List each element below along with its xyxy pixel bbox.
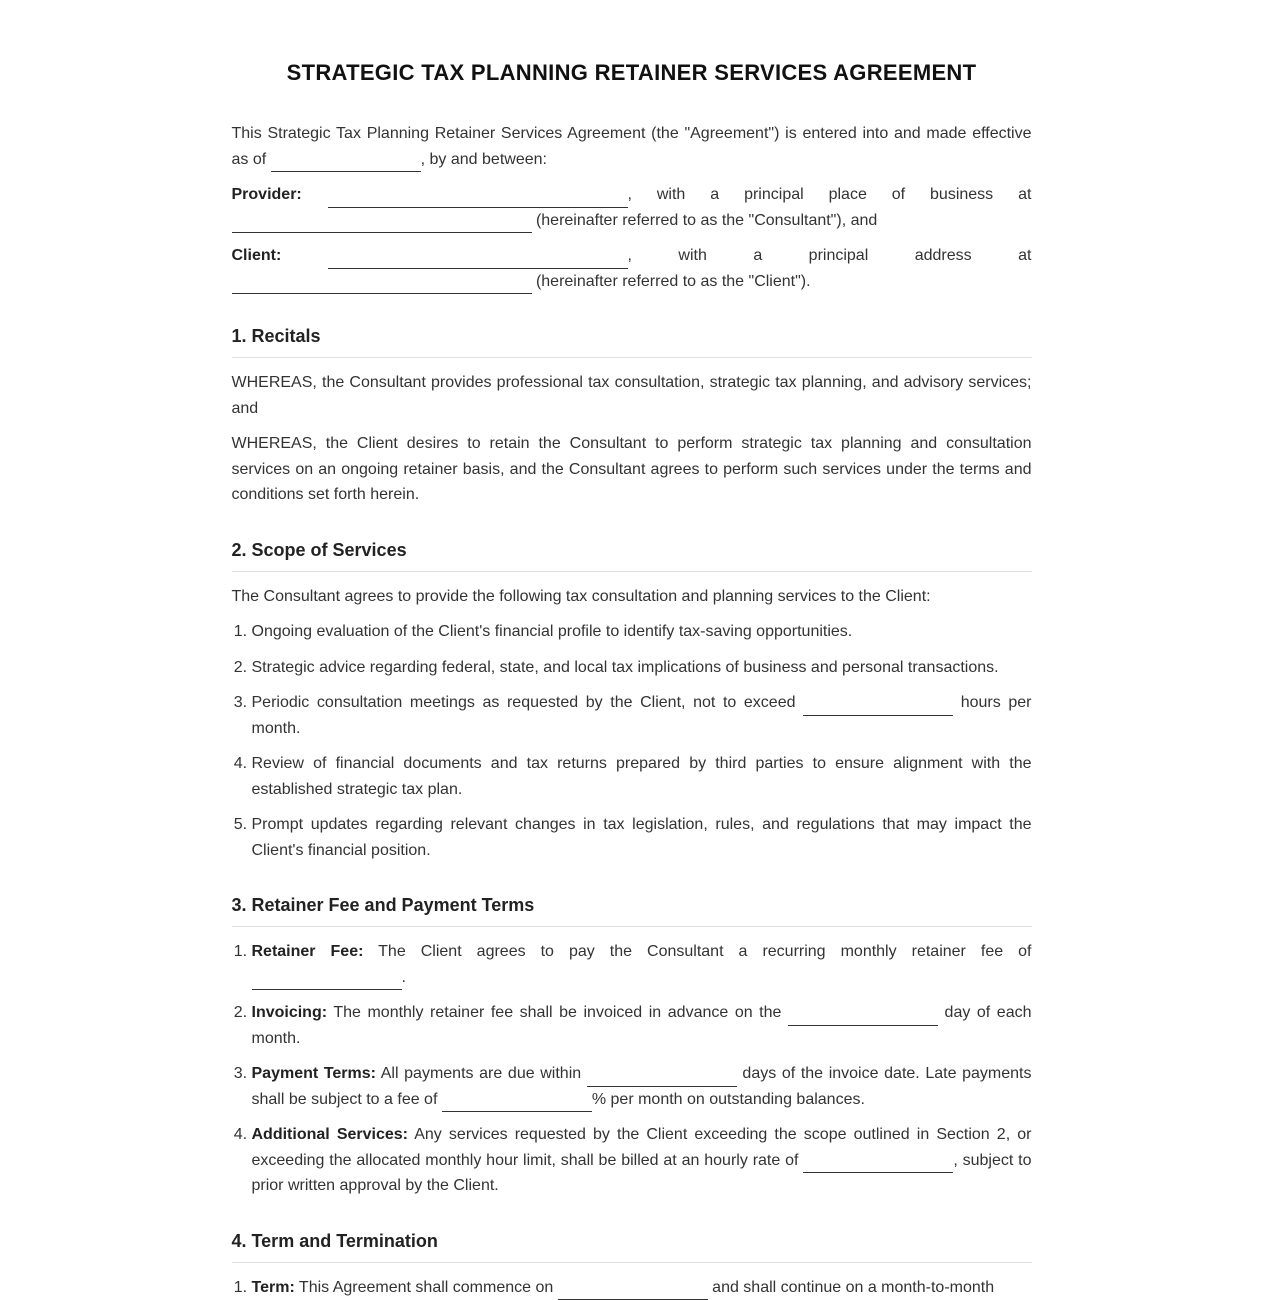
intro-text: This Strategic Tax Planning Retainer Services Agreement (the "Agreement") is entered into and made effective as of [232, 125, 1032, 168]
provider-word: a [710, 182, 719, 208]
scope-list [232, 619, 1032, 863]
provider-name-blank[interactable] [328, 187, 628, 208]
scope-item: 1. Ongoing evaluation of the Client's financial profile to identify tax-saving opportunities. [252, 619, 1032, 645]
hours-blank[interactable] [803, 695, 953, 716]
term-item-label: Term: [252, 1279, 295, 1296]
fees-item-text: Any services requested by the Client exceeding the scope outlined in Section 2, or exceeding the allocated monthly hour limit, shall be billed at an hourly rate of [252, 1126, 1032, 1169]
fees-list [232, 939, 1032, 1199]
fees-item [252, 939, 1032, 990]
provider-word: of [892, 182, 905, 208]
commencement-date-blank[interactable] [558, 1279, 708, 1300]
provider-word: with [657, 182, 685, 208]
recitals-paragraph-1: WHEREAS, the Consultant provides professional tax consultation, strategic tax planning, and advisory services; and [232, 370, 1032, 421]
provider-word: principal [744, 182, 804, 208]
fees-item-text: The Client agrees to pay the Consultant a recurring monthly retainer fee of [363, 943, 1031, 960]
provider-label: Provider: [232, 182, 328, 233]
term-list [232, 1275, 1032, 1300]
recitals-paragraph-2: WHEREAS, the Client desires to retain the Consultant to perform strategic tax planning and consultation services on an ongoing retainer basis, and the Consultant agrees to perform such services under the terms and conditions set forth herein. [232, 431, 1032, 508]
fees-item [252, 1122, 1032, 1199]
client-word: address [915, 243, 972, 269]
section-heading-term: 4. Term and Termination [232, 1231, 1032, 1263]
fees-item-text: days of the invoice date. Late payments shall be subject to a fee of [252, 1065, 1032, 1108]
late-fee-blank[interactable] [442, 1091, 592, 1112]
fees-item [252, 1061, 1032, 1112]
scope-item-text: hours per month. [252, 694, 1032, 737]
fees-item-label: Payment Terms: [252, 1065, 377, 1082]
intro-text-end: , by and between: [421, 151, 547, 168]
fees-item-text: day of each month. [252, 1004, 1032, 1047]
fees-item-label: Additional Services: [252, 1126, 409, 1143]
document-title: STRATEGIC TAX PLANNING RETAINER SERVICES AGREEMENT [232, 60, 1032, 86]
fees-item-text: . [402, 969, 406, 986]
scope-item-text: Periodic consultation meetings as requested by the Client, not to exceed [252, 694, 804, 711]
retainer-fee-blank[interactable] [252, 969, 402, 990]
fees-item [252, 1000, 1032, 1051]
effective-date-blank[interactable] [271, 151, 421, 172]
section-heading-scope: 2. Scope of Services [232, 540, 1032, 572]
payment-days-blank[interactable] [587, 1066, 737, 1087]
agreement-document [232, 0, 1032, 1300]
scope-item [252, 690, 1032, 741]
scope-intro: The Consultant agrees to provide the following tax consultation and planning services to the Client: [232, 584, 1032, 610]
term-item [252, 1275, 1032, 1300]
client-word: at [1018, 243, 1031, 269]
fees-item-text: All payments are due within [376, 1065, 587, 1082]
provider-address-blank[interactable] [232, 212, 532, 233]
client-word: principal [809, 243, 869, 269]
term-item-text: and shall continue on a month-to-month [708, 1279, 994, 1296]
scope-item: 4. Review of financial documents and tax returns prepared by third parties to ensure alignment with the established strategic tax plan. [252, 751, 1032, 802]
provider-comma: , [628, 186, 632, 203]
provider-tail: (hereinafter referred to as the "Consultant"), and [536, 212, 877, 229]
section-heading-fees: 3. Retainer Fee and Payment Terms [232, 895, 1032, 927]
scope-item: 5. Prompt updates regarding relevant changes in tax legislation, rules, and regulations that may impact the Client's financial position. [252, 812, 1032, 863]
client-comma: , [628, 247, 632, 264]
client-tail: (hereinafter referred to as the "Client"). [536, 273, 811, 290]
provider-word: place [829, 182, 867, 208]
client-word: a [753, 243, 762, 269]
hourly-rate-blank[interactable] [803, 1152, 953, 1173]
term-item-text: This Agreement shall commence on [295, 1279, 558, 1296]
client-name-blank[interactable] [328, 248, 628, 269]
scope-item: 2. Strategic advice regarding federal, state, and local tax implications of business and personal transactions. [252, 655, 1032, 681]
section-heading-recitals: 1. Recitals [232, 326, 1032, 358]
provider-word: at [1018, 182, 1031, 208]
fees-item-label: Invoicing: [252, 1004, 328, 1021]
provider-block [232, 182, 1032, 233]
client-block [232, 243, 1032, 294]
fees-item-text: % per month on outstanding balances. [592, 1091, 865, 1108]
invoice-day-blank[interactable] [788, 1005, 938, 1026]
provider-word: business [930, 182, 993, 208]
fees-item-label: Retainer Fee: [252, 943, 364, 960]
fees-item-text: The monthly retainer fee shall be invoiced in advance on the [327, 1004, 788, 1021]
intro-paragraph [232, 121, 1032, 172]
client-address-blank[interactable] [232, 273, 532, 294]
client-label: Client: [232, 243, 328, 294]
fees-item-text: , subject to prior written approval by the Client. [252, 1152, 1032, 1195]
client-word: with [678, 243, 706, 269]
